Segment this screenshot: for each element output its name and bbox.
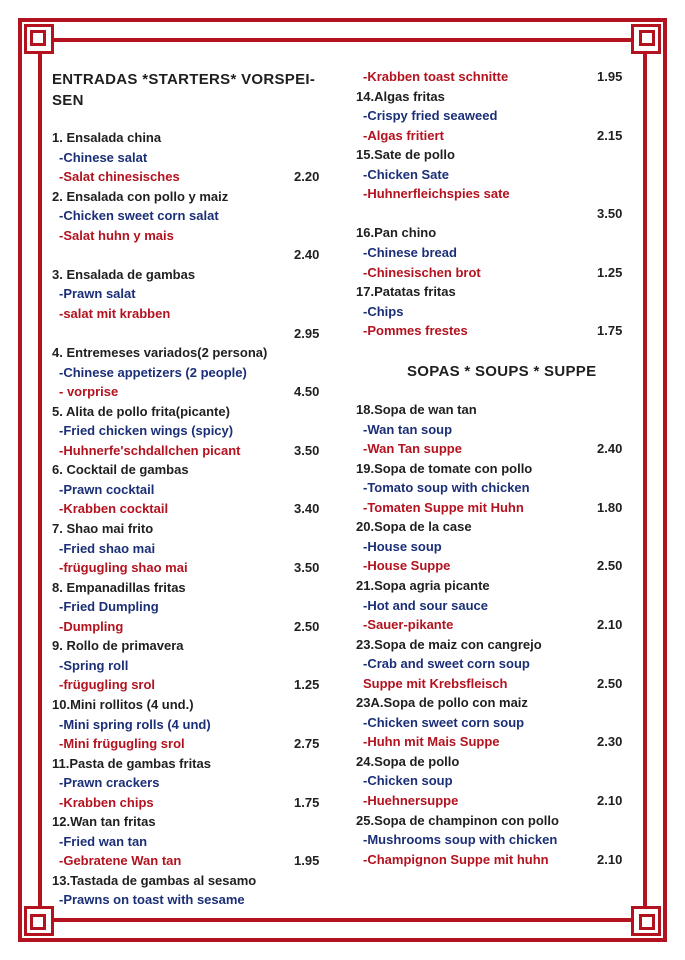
dish-german: - vorprise [59, 384, 119, 400]
dish-price: 2.15 [597, 127, 623, 143]
section-title-soups: SOPAS * SOUPS * SUPPE [407, 363, 597, 380]
dish-name: 24.Sopa de pollo [356, 753, 460, 769]
dish-price: 2.30 [597, 734, 623, 750]
section-title-starters-line1: ENTRADAS *STARTERS* VORSPEI- [52, 71, 316, 88]
dish-name: 15.Sate de pollo [356, 147, 455, 163]
dish-name: 14.Algas fritas [356, 88, 445, 104]
dish-name: 10.Mini rollitos (4 und.) [52, 696, 194, 712]
dish-name: 7. Shao mai frito [52, 521, 154, 536]
dish-price: 2.40 [294, 247, 320, 263]
dish-german: -Pommes frestes [363, 323, 468, 339]
dish-english: -Fried Dumpling [59, 599, 159, 615]
dish-name: 3. Ensalada de gambas [52, 266, 196, 282]
dish-name: 20.Sopa de la case [356, 519, 472, 535]
dish-english: -Fried chicken wings (spicy) [59, 423, 234, 439]
dish-english: -Wan tan soup [363, 421, 453, 437]
dish-german: -Huhn mit Mais Suppe [363, 734, 500, 750]
dish-english: -Prawn crackers [59, 775, 160, 791]
dish-english: -Mini spring rolls (4 und) [59, 716, 211, 732]
dish-german: Suppe mit Krebsfleisch [363, 675, 508, 691]
dish-price: 2.10 [597, 851, 623, 867]
dish-german: -Sauer-pikante [363, 617, 454, 633]
dish-german: -Huhnerfleichspies sate [363, 186, 510, 202]
dish-price: 2.10 [597, 793, 623, 808]
dish-english: -Fried shao mai [59, 540, 156, 556]
dish-price: 2.10 [597, 617, 623, 633]
dish-german: -Salat chinesisches [59, 169, 180, 185]
dish-price: 1.25 [294, 677, 320, 693]
dish-price: 1.75 [597, 323, 623, 339]
dish-english: -Fried wan tan [59, 833, 148, 849]
dish-english: -Chinese appetizers (2 people) [59, 364, 247, 380]
dish-german: -Huhnerfe'schdallchen picant [59, 442, 241, 458]
dish-german: -Huehnersuppe [363, 793, 459, 808]
dish-name: 2. Ensalada con pollo y maiz [52, 188, 229, 204]
dish-price: 2.50 [294, 618, 320, 634]
dish-price: 1.80 [597, 499, 623, 515]
dish-german: -Champignon Suppe mit huhn [363, 851, 549, 867]
dish-name: 16.Pan chino [356, 225, 437, 241]
dish-name: 23.Sopa de maiz con cangrejo [356, 636, 542, 652]
dish-price: 3.40 [294, 501, 320, 517]
dish-german: -Krabben toast schnitte [363, 69, 509, 84]
dish-name: 4. Entremeses variados(2 persona) [52, 345, 268, 361]
dish-german: -Krabben chips [59, 794, 154, 810]
dish-name: 9. Rollo de primavera [52, 638, 184, 654]
dish-german: -House Suppe [363, 558, 451, 574]
dish-price: 2.75 [294, 736, 320, 752]
dish-price: 3.50 [294, 442, 320, 458]
dish-german: -Wan Tan suppe [363, 441, 462, 457]
dish-german: -Tomaten Suppe mit Huhn [363, 499, 524, 515]
dish-price: 1.25 [597, 264, 623, 280]
dish-english: -Chinese bread [363, 244, 457, 260]
dish-english: -Crispy fried seaweed [363, 108, 498, 124]
dish-german: -salat mit krabben [59, 305, 171, 321]
dish-english: -Chips [363, 303, 404, 319]
dish-german: -Chinesischen brot [363, 264, 481, 280]
dish-english: -Chicken Sate [363, 166, 449, 182]
dish-english: -Spring roll [59, 657, 129, 673]
dish-german: -Algas fritiert [363, 127, 444, 143]
dish-name: 18.Sopa de wan tan [356, 402, 477, 417]
dish-price: 1.75 [294, 794, 320, 810]
dish-german: -Gebratene Wan tan [59, 853, 182, 869]
dish-english: -Chicken sweet corn soup [363, 714, 525, 730]
dish-german: -frügugling srol [59, 677, 156, 693]
corner-fret-inner-bottom-right [639, 914, 655, 930]
dish-english: -Chicken soup [363, 773, 453, 789]
dish-price: 3.50 [597, 205, 623, 221]
dish-price: 2.40 [597, 441, 623, 457]
dish-name: 6. Cocktail de gambas [52, 462, 189, 478]
dish-english: -Prawns on toast with sesame [59, 892, 245, 908]
dish-english: -Crab and sweet corn soup [363, 656, 530, 672]
dish-price: 2.50 [597, 558, 623, 574]
dish-price: 2.95 [294, 325, 320, 341]
dish-price: 1.95 [294, 853, 320, 869]
dish-name: 19.Sopa de tomate con pollo [356, 460, 533, 476]
dish-name: 12.Wan tan fritas [52, 814, 156, 830]
dish-price: 4.50 [294, 384, 320, 400]
section-title-starters [52, 69, 315, 111]
dish-name: 21.Sopa agria picante [356, 577, 490, 593]
dish-english: -House soup [363, 538, 442, 554]
dish-english: -Mushrooms soup with chicken [363, 832, 558, 848]
section-title-starters-line2: SEN [52, 92, 84, 109]
dish-english: -Hot and sour sauce [363, 597, 488, 613]
dish-german: -frügugling shao mai [59, 560, 188, 576]
dish-price: 3.50 [294, 560, 320, 576]
dish-name: 13.Tastada de gambas al sesamo [52, 872, 257, 888]
dish-german: -Krabben cocktail [59, 501, 169, 517]
dish-english: -Tomato soup with chicken [363, 480, 530, 496]
dish-english: -Chicken sweet corn salat [59, 208, 219, 224]
dish-price: 2.20 [294, 169, 320, 185]
dish-english: -Prawn salat [59, 286, 136, 302]
dish-german: -Dumpling [59, 618, 124, 634]
dish-price: 2.50 [597, 675, 623, 691]
dish-name: 1. Ensalada china [52, 130, 162, 145]
dish-name: 23A.Sopa de pollo con maiz [356, 695, 528, 711]
dish-english: -Chinese salat [59, 149, 148, 165]
dish-german: -Salat huhn y mais [59, 227, 174, 243]
dish-name: 8. Empanadillas fritas [52, 579, 186, 595]
corner-fret-inner-top-left [30, 30, 46, 46]
dish-name: 25.Sopa de champinon con pollo [356, 812, 559, 828]
dish-price: 1.95 [597, 69, 623, 84]
corner-fret-inner-top-right [639, 30, 655, 46]
dish-german: -Mini frügugling srol [59, 736, 185, 752]
dish-name: 11.Pasta de gambas fritas [52, 755, 211, 771]
dish-name: 5. Alita de pollo frita(picante) [52, 403, 230, 419]
dish-english: -Prawn cocktail [59, 481, 155, 497]
corner-fret-inner-bottom-left [30, 914, 46, 930]
dish-name: 17.Patatas fritas [356, 284, 456, 300]
